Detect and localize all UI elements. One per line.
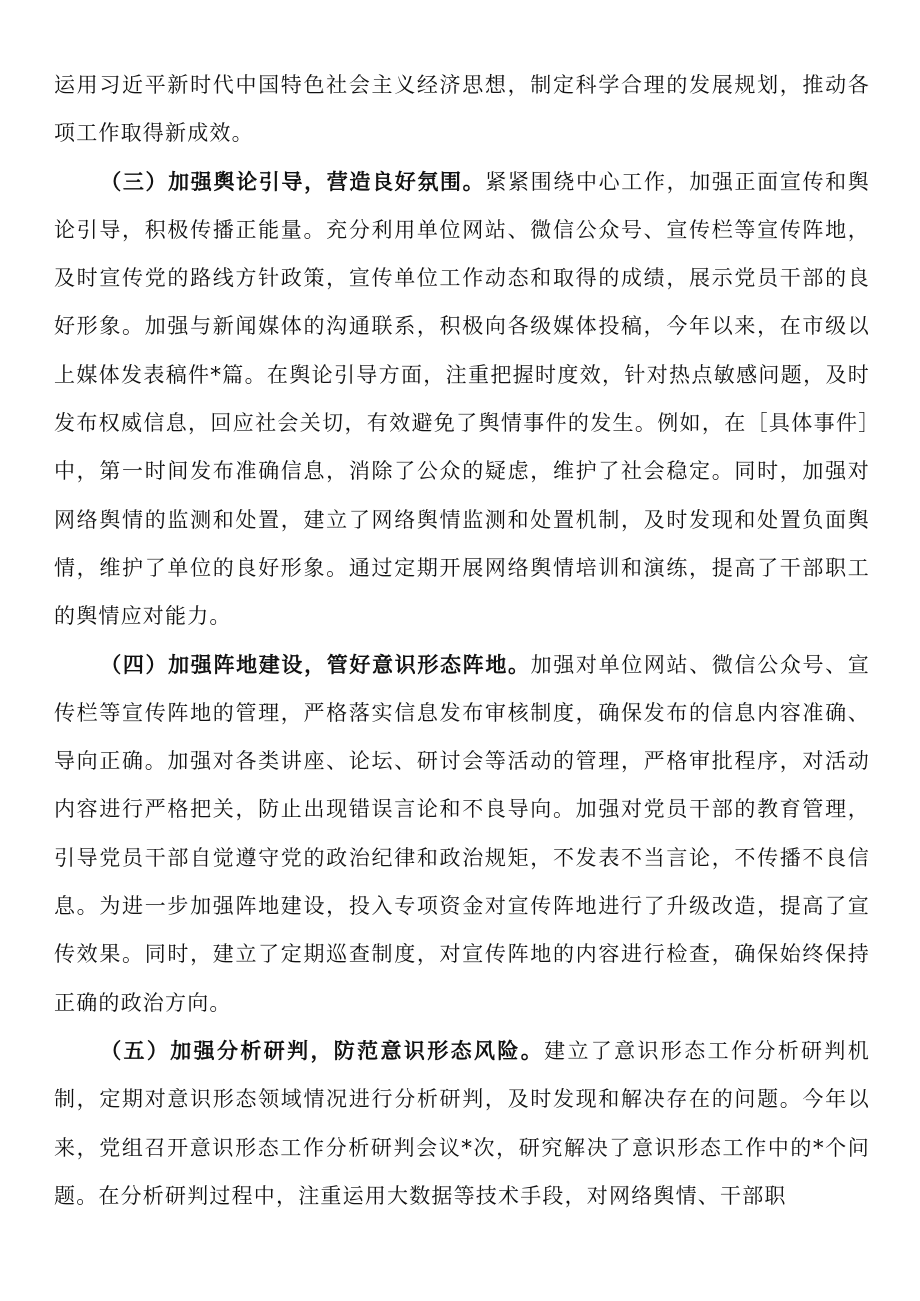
- paragraph-section-5: [54, 1027, 870, 1220]
- section-heading: （三）加强舆论引导，营造良好氛围。: [100, 168, 486, 194]
- section-heading: （四）加强阵地建设，管好意识形态阵地。: [100, 651, 531, 677]
- paragraph-body: 建立了意识形态工作分析研判机制，定期对意识形态领域情况进行分析研判，及时发现和解决存在的问题。今年以来，党组召开意识形态工作分析研判会议*次，研究解决了意识形态工作中的*个问题。在分析研判过程中，注重运用大数据等技术手段，对网络舆情、干部职: [54, 1038, 870, 1208]
- section-heading: （五）加强分析研判，防范意识形态风险。: [100, 1037, 545, 1063]
- paragraph-body: 运用习近平新时代中国特色社会主义经济思想，制定科学合理的发展规划，推动各项工作取得新成效。: [54, 73, 870, 146]
- paragraph-section-4: [54, 641, 870, 1027]
- paragraph-section-3: [54, 158, 870, 641]
- paragraph-continuation: [54, 61, 870, 158]
- paragraph-body: 紧紧围绕中心工作，加强正面宣传和舆论引导，积极传播正能量。充分利用单位网站、微信公众号、宣传栏等宣传阵地，及时宣传党的路线方针政策，宣传单位工作动态和取得的成绩，展示党员干部的良好形象。加强与新闻媒体的沟通联系，积极向各级媒体投稿，今年以来，在市级以上媒体发表稿件*篇。在舆论引导方面，注重把握时度效，针对热点敏感问题，及时发布权威信息，回应社会关切，有效避免了舆情事件的发生。例如，在［具体事件］中，第一时间发布准确信息，消除了公众的疑虑，维护了社会稳定。同时，加强对网络舆情的监测和处置，建立了网络舆情监测和处置机制，及时发现和处置负面舆情，维护了单位的良好形象。通过定期开展网络舆情培训和演练，提高了干部职工的舆情应对能力。: [54, 169, 870, 629]
- paragraph-body: 加强对单位网站、微信公众号、宣传栏等宣传阵地的管理，严格落实信息发布审核制度，确保发布的信息内容准确、导向正确。加强对各类讲座、论坛、研讨会等活动的管理，严格审批程序，对活动内容进行严格把关，防止出现错误言论和不良导向。加强对党员干部的教育管理，引导党员干部自觉遵守党的政治纪律和政治规矩，不发表不当言论，不传播不良信息。为进一步加强阵地建设，投入专项资金对宣传阵地进行了升级改造，提高了宣传效果。同时，建立了定期巡查制度，对宣传阵地的内容进行检查，确保始终保持正确的政治方向。: [54, 652, 870, 1015]
- document-body: [54, 61, 870, 1220]
